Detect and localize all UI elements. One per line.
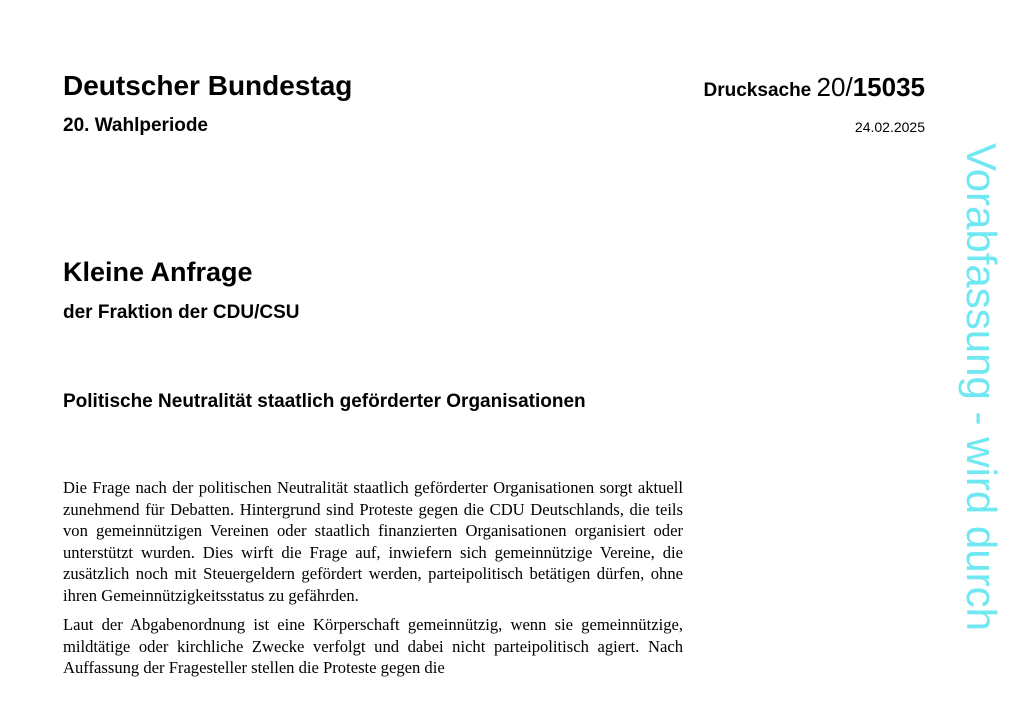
- drucksache-slash: /: [845, 72, 853, 102]
- document-subject: Politische Neutralität staatlich geförderter Organisationen: [63, 391, 586, 412]
- drucksache-label: Drucksache: [703, 80, 817, 101]
- document-type: Kleine Anfrage: [63, 257, 253, 287]
- drucksache-number: [704, 72, 925, 103]
- draft-watermark: [957, 143, 1005, 691]
- paragraph: Die Frage nach der politischen Neutralität staatlich geförderter Organisationen sorgt aktuell zunehmend für Debatten. Hintergrund sind Proteste gegen die CDU Deutschlands, die teils von gemeinnützigen Vereinen oder staatlich finanzierten Organisationen organisiert oder unterstützt wurden. Dies wirft die Frage auf, inwiefern sich gemeinnützige Vereine, die zusätzlich noch mit Steuergeldern gefördert werden, parteipolitisch betätigen dürfen, ohne ihren Gemeinnützigkeitsstatus zu gefährden.: [63, 478, 683, 605]
- body-text: [63, 477, 683, 687]
- electoral-period: 20. Wahlperiode: [63, 115, 208, 136]
- drucksache-id: 15035: [852, 72, 925, 102]
- drucksache-period: 20: [816, 72, 846, 102]
- paragraph: Laut der Abgabenordnung ist eine Körperschaft gemeinnützig, wenn sie gemeinnützige, mildtätige oder kirchliche Zwecke verfolgt und dabei nicht parteipolitisch agiert. Nach Auffassung der Fragesteller stellen die Proteste gegen die: [63, 615, 683, 677]
- watermark-text: Vorabfassung - wird durch: [958, 143, 1005, 631]
- document-date: 24.02.2025: [854, 119, 925, 135]
- submitting-faction: der Fraktion der CDU/CSU: [63, 302, 300, 323]
- parliament-name: Deutscher Bundestag: [63, 70, 353, 101]
